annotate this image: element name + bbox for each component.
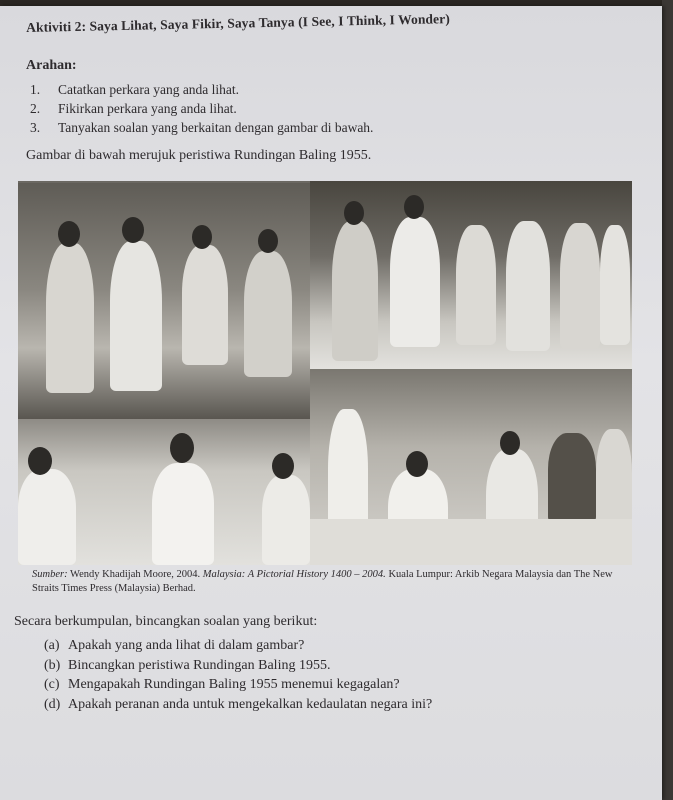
- instruction-text: Catatkan perkara yang anda lihat.: [58, 82, 240, 97]
- photo-meeting-table-left: [18, 419, 310, 565]
- question-item: [44, 636, 432, 656]
- source-caption: [32, 568, 632, 596]
- question-text: Mengapakah Rundingan Baling 1955 menemui kegagalan?: [68, 677, 400, 692]
- question-text: Bincangkan peristiwa Rundingan Baling 1955.: [68, 657, 331, 673]
- instruction-number: 1.: [30, 82, 41, 97]
- caption-label: Sumber:: [32, 569, 68, 580]
- textbook-page: [0, 6, 662, 800]
- question-key: (b): [44, 657, 61, 673]
- photo-meeting-table-right: [310, 369, 632, 565]
- instruction-text: Tanyakan soalan yang berkaitan dengan gambar di bawah.: [58, 120, 374, 135]
- instruction-item: [30, 99, 373, 118]
- caption-authors: Wendy Khadijah Moore, 2004.: [70, 569, 201, 580]
- caption-publisher: Kuala Lumpur: Arkib Negara Malaysia dan The New Straits Times Press (Malaysia) Berhad.: [32, 569, 613, 594]
- caption-book-title: Malaysia: A Pictorial History 1400 – 2004.: [202, 569, 386, 580]
- instruction-number: 3.: [30, 120, 41, 135]
- question-key: (d): [44, 696, 61, 712]
- instruction-item: [30, 80, 373, 99]
- question-item: [44, 695, 432, 715]
- instructions-heading: Arahan:: [26, 58, 77, 73]
- question-list: [44, 636, 432, 714]
- question-key: (a): [44, 638, 60, 653]
- instruction-text: Fikirkan perkara yang anda lihat.: [58, 101, 237, 116]
- photo-collage: [18, 181, 632, 565]
- image-intro: Gambar di bawah merujuk peristiwa Rundingan Baling 1955.: [26, 148, 372, 163]
- question-item: [44, 675, 432, 695]
- question-text: Apakah peranan anda untuk mengekalkan kedaulatan negara ini?: [68, 696, 433, 712]
- question-item: [44, 656, 432, 676]
- photo-delegation-group: [310, 181, 632, 369]
- activity-title: Aktiviti 2: Saya Lihat, Saya Fikir, Saya Tanya (I See, I Think, I Wonder): [26, 11, 451, 35]
- instruction-list: [30, 80, 373, 137]
- photo-men-walking: [18, 183, 310, 419]
- question-key: (c): [44, 677, 60, 692]
- instruction-item: [30, 118, 373, 137]
- book-edge: [662, 0, 673, 800]
- instruction-number: 2.: [30, 101, 41, 116]
- discussion-prompt: Secara berkumpulan, bincangkan soalan yang berikut:: [14, 614, 318, 629]
- question-text: Apakah yang anda lihat di dalam gambar?: [68, 638, 305, 653]
